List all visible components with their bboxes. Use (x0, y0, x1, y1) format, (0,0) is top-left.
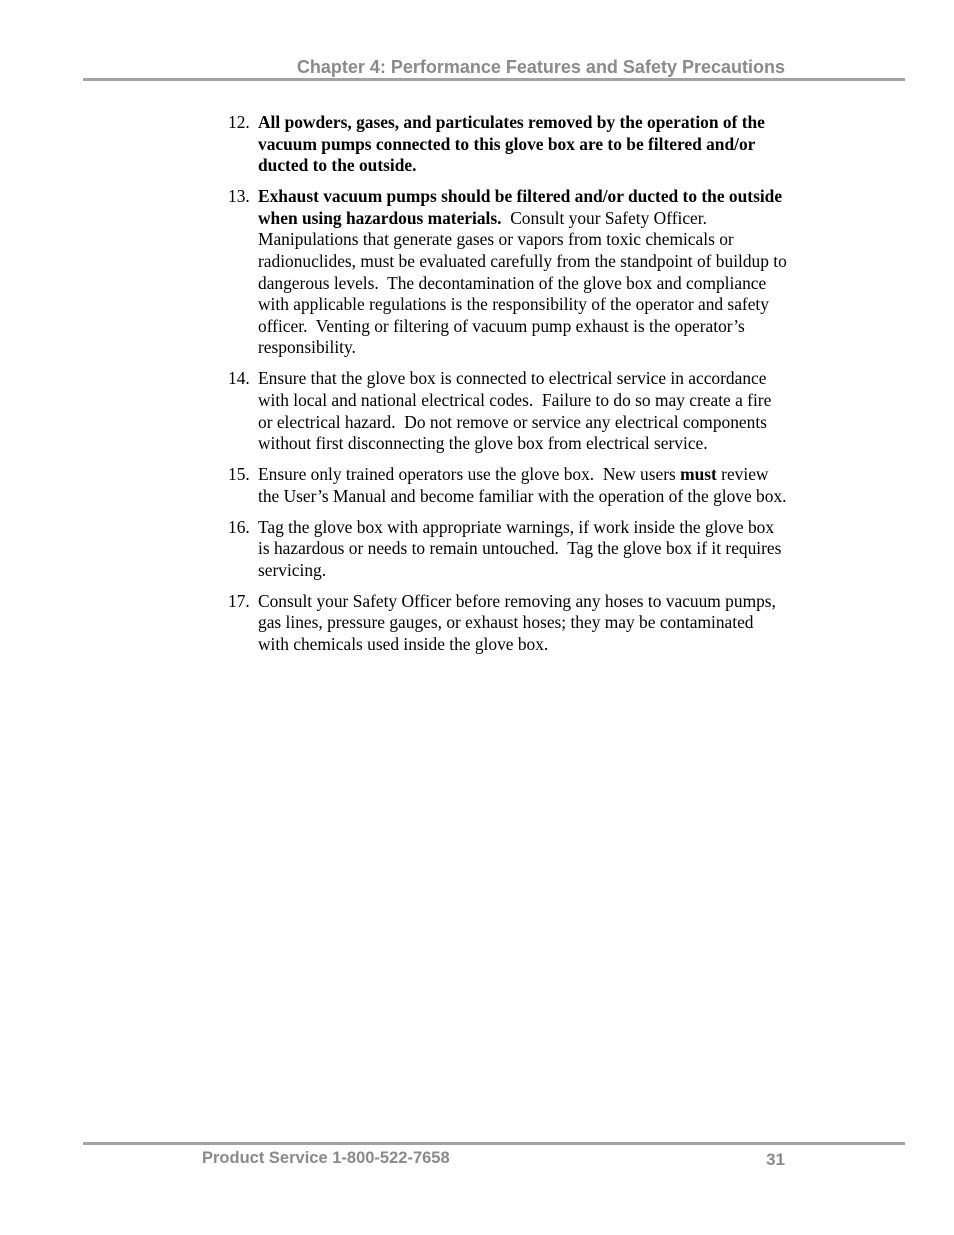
list-item-14 (228, 368, 788, 454)
item-text: Consult your Safety Officer before removing any hoses to vacuum pumps, gas lines, pressure gauges, or exhaust hoses; they may be contaminated with chemicals used inside the glove box. (258, 590, 781, 655)
item-bold-text: Exhaust vacuum pumps should be filtered and/or ducted to the outside when using hazardous materials. (258, 186, 783, 228)
item-number: 16. (228, 516, 250, 537)
item-number: 15. (228, 464, 250, 485)
list-item-15 (228, 464, 788, 507)
list-item-12 (228, 112, 788, 177)
page-number: 31 (766, 1150, 785, 1169)
product-service-contact: Product Service 1-800-522-7658 (202, 1149, 450, 1167)
item-text-after: review the User’s Manual and become familiar with the operation of the glove box. (258, 464, 787, 506)
item-number: 13. (228, 186, 250, 207)
item-bold-text: All powders, gases, and particulates removed by the operation of the vacuum pumps connected to this glove box are to be filtered and/or ducted to the outside. (258, 112, 765, 176)
item-number: 17. (228, 590, 250, 611)
safety-precautions-list (228, 112, 792, 665)
item-text: Tag the glove box with appropriate warnings, if work inside the glove box is hazardous or needs to remain untouched. Tag the glove box if it requires servicing. (258, 516, 786, 580)
item-text-before: Ensure only trained operators use the glove box. New users (258, 464, 681, 485)
chapter-header: Chapter 4: Performance Features and Safety Precautions (296, 57, 785, 77)
header-divider (83, 78, 905, 81)
list-item-13 (228, 186, 792, 359)
item-text: Ensure that the glove box is connected to electrical service in accordance with local and national electrical codes. Failure to do so may create a fire or electrical hazard. Do not remove or service any electrical components without first disconnecting the glove box from electrical service. (258, 368, 776, 454)
item-number: 14. (228, 368, 250, 389)
footer-divider (83, 1142, 905, 1145)
item-number: 12. (228, 112, 250, 132)
list-item-17 (228, 591, 788, 656)
item-text: Consult your Safety Officer. Manipulations that generate gases or vapors from toxic chemicals or radionuclides, must be evaluated carefully from the standpoint of buildup to dangerous levels. The decontamination of the glove box and compliance with applicable regulations is the responsibility of the operator and safety officer. Venting or filtering of vacuum pump exhaust is the operator’s responsibility. (258, 207, 792, 358)
item-bold-text: must (680, 464, 717, 485)
list-item-16 (228, 517, 788, 582)
